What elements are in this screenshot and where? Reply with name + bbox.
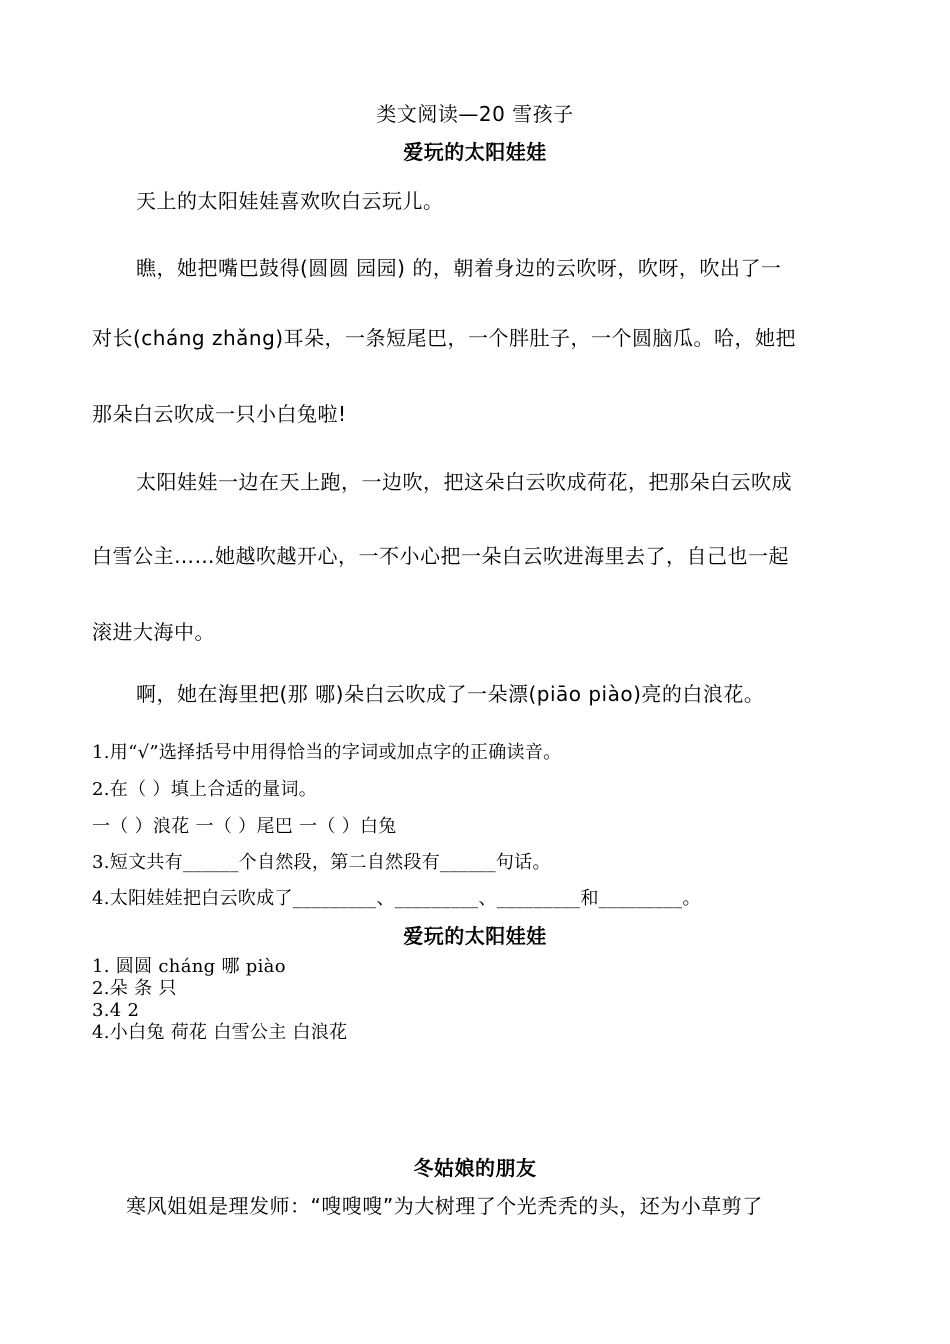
question-2: 2.在（ ）填上合适的量词。 [92,779,318,800]
main-title: 类文阅读—20 雪孩子 [376,102,574,126]
question-1: 1.用“√”选择括号中用得恰当的字词或加点字的正确读音。 [92,742,562,763]
story1-line-5: 太阳娃娃一边在天上跑，一边吹，把这朵白云吹成荷花，把那朵白云吹成 [136,470,792,494]
story1-line-3: 对长(cháng zhǎng)耳朵，一条短尾巴，一个胖肚子，一个圆脑瓜。哈，她把 [92,326,797,350]
story1-line-7: 滚进大海中。 [92,620,215,644]
question-3: 3.短文共有______个自然段，第二自然段有______句话。 [92,852,551,873]
story1-line-2: 瞧，她把嘴巴鼓得(圆圆 园园) 的，朝着身边的云吹呀，吹呀，吹出了一 [136,256,782,280]
story1-title: 爱玩的太阳娃娃 [403,140,547,164]
answers-title: 爱玩的太阳娃娃 [403,924,547,948]
story1-line-4: 那朵白云吹成一只小白兔啦! [92,402,347,426]
answer-1: 1. 圆圆 cháng 哪 piào [92,956,286,977]
answer-4: 4.小白兔 荷花 白雪公主 白浪花 [92,1022,348,1043]
story2-line-1: 寒风姐姐是理发师：“嗖嗖嗖”为大树理了个光秃秃的头，还为小草剪了 [126,1194,763,1218]
story1-line-6: 白雪公主……她越吹越开心，一不小心把一朵白云吹进海里去了，自己也一起 [92,544,789,568]
answer-2: 2.朵 条 只 [92,978,177,999]
story1-line-8: 啊，她在海里把(那 哪)朵白云吹成了一朵漂(piāo piào)亮的白浪花。 [136,682,765,706]
story1-line-1: 天上的太阳娃娃喜欢吹白云玩儿。 [136,189,444,213]
answer-3: 3.4 2 [92,1000,140,1021]
story2-title: 冬姑娘的朋友 [413,1156,537,1180]
question-4: 4.太阳娃娃把白云吹成了_________、_________、_________和_________。 [92,888,701,909]
question-2-blanks: 一（ ）浪花 一（ ）尾巴 一（ ）白兔 [92,816,397,837]
